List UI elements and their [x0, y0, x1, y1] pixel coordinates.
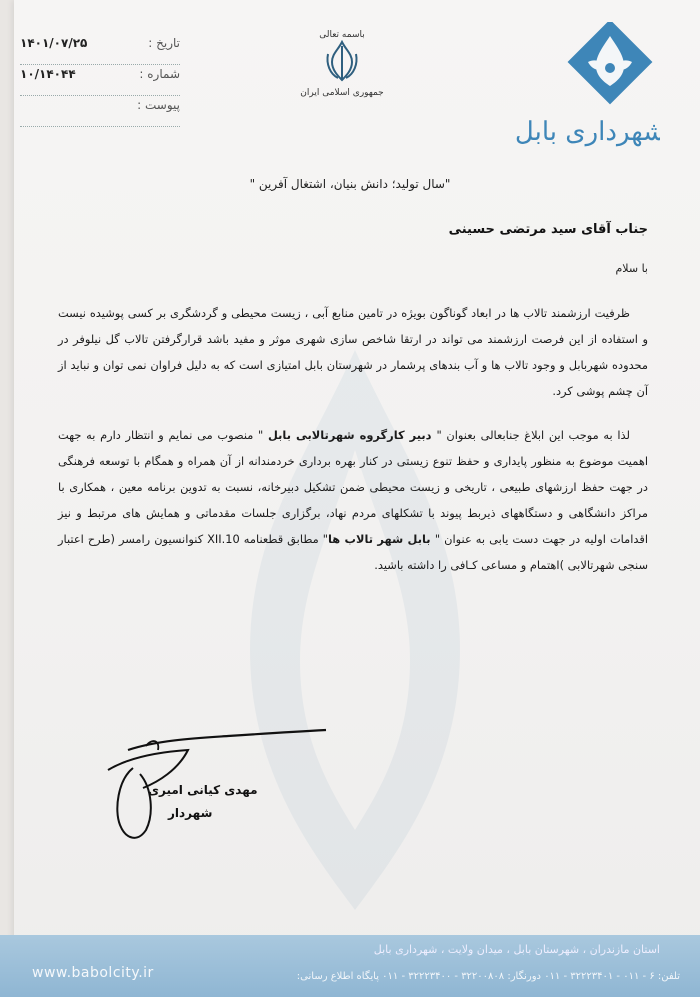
svg-text:شهرداری بابل: شهرداری بابل [514, 117, 660, 147]
footer-contacts: تلفن: ۶ - ۰۱۱ - ۳۲۲۲۳۴۰۱ - ۰۱۱ دورنگار: ۳۲۲۰۰۸۰۸ - ۳۲۲۲۳۴۰۰ - ۰۱۱ پایگاه اطلاع رسانی: [296, 971, 680, 982]
number-label: شماره : [139, 67, 180, 81]
emblem-caption: جمهوری اسلامی ایران [300, 88, 384, 98]
footer-website-link[interactable]: www.babolcity.ir [32, 965, 154, 981]
wetland-city-title: بابل شهر تالاب ها [328, 532, 435, 546]
paragraph-1 [58, 300, 648, 404]
recipient-name: جناب آقای سید مرتضی حسینی [448, 222, 648, 237]
paragraph-2-part2: " منصوب می نمایم و انتظار دارم به جهت اهمیت موضوع به منظور پایداری و حفظ تنوع زیستی در کنار بهره برداری خردمندانه از آن همراه و همگام با توسعه فرهنگی در جهت حفظ ارزشهای طبیعی ، تاریخی و زیست محیطی ضمن تشکیل دبیرخانه، نسبت به تدوین برنامه معین ، همکاری با مراکز دانشگاهی و دستگاههای ذیربط پیوند با تشکلهای مردم نهاد، برگزاری جلسات مقدماتی و همایش های مرتبط و نیز اقدامات اولیه در جهت دست یابی به عنوان " [58, 428, 648, 546]
number-value: ۱۰/۱۴۰۴۴ [20, 67, 76, 81]
paragraph-2-part1: لذا به موجب این ابلاغ جنابعالی بعنوان " [436, 428, 630, 442]
date-label: تاریخ : [148, 36, 180, 50]
number-row [20, 67, 180, 96]
date-value: ۱۴۰۱/۰۷/۲۵ [20, 36, 88, 50]
paragraph-2-part3: " مطابق قطعنامه XII.10 کنوانسیون رامسر (طرح اعتبار سنجی شهرتالابی )اهتمام و مساعی کـافی را داشته باشید. [58, 532, 648, 572]
letter-body [58, 300, 648, 578]
letterhead-footer [0, 935, 700, 997]
attachment-row [20, 98, 180, 127]
paragraph-2 [58, 422, 648, 578]
year-slogan: "سال تولید؛ دانش بنیان، اشتغال آفرین " [249, 177, 451, 191]
iran-emblem-block [282, 30, 402, 126]
babol-municipality-logo [510, 22, 660, 162]
letter-meta [20, 36, 180, 129]
date-row [20, 36, 180, 65]
bismillah-text: باسمه تعالی [319, 30, 365, 40]
signatory-title: شهردار [168, 806, 213, 820]
signatory-name: مهدی کیانی امیری [148, 783, 258, 797]
attachment-label: پیوست : [137, 98, 180, 112]
footer-address: استان مازندران ، شهرستان بابل ، میدان ولایت ، شهرداری بابل [373, 943, 660, 956]
flower-diamond-icon [510, 22, 660, 162]
paragraph-1-text: ظرفیت ارزشمند تالاب ها در ابعاد گوناگون بویژه در تامین منابع آبی ، زیست محیطی و گردشگری بر کسی پوشیده نیست و استفاده از این فرصت ارزشمند می تواند در ارتقا شاخص سازی شهری موثر و مفید باشد قرارگرفتن تالاب گل نیلوفر در محدوده شهربابل و وجود تالاب ها و آب بندهای پرشمار در شهرستان بابل امتیازی است که به دلیل فراوان نمی توان و نباید از آن چشم پوشی کرد. [58, 306, 648, 398]
handwritten-signature-icon [88, 710, 348, 850]
iran-emblem-icon [322, 40, 362, 82]
greeting: با سلام [615, 262, 648, 275]
working-group-title: دبیر کارگروه شهرتالابی بابل [267, 428, 437, 442]
